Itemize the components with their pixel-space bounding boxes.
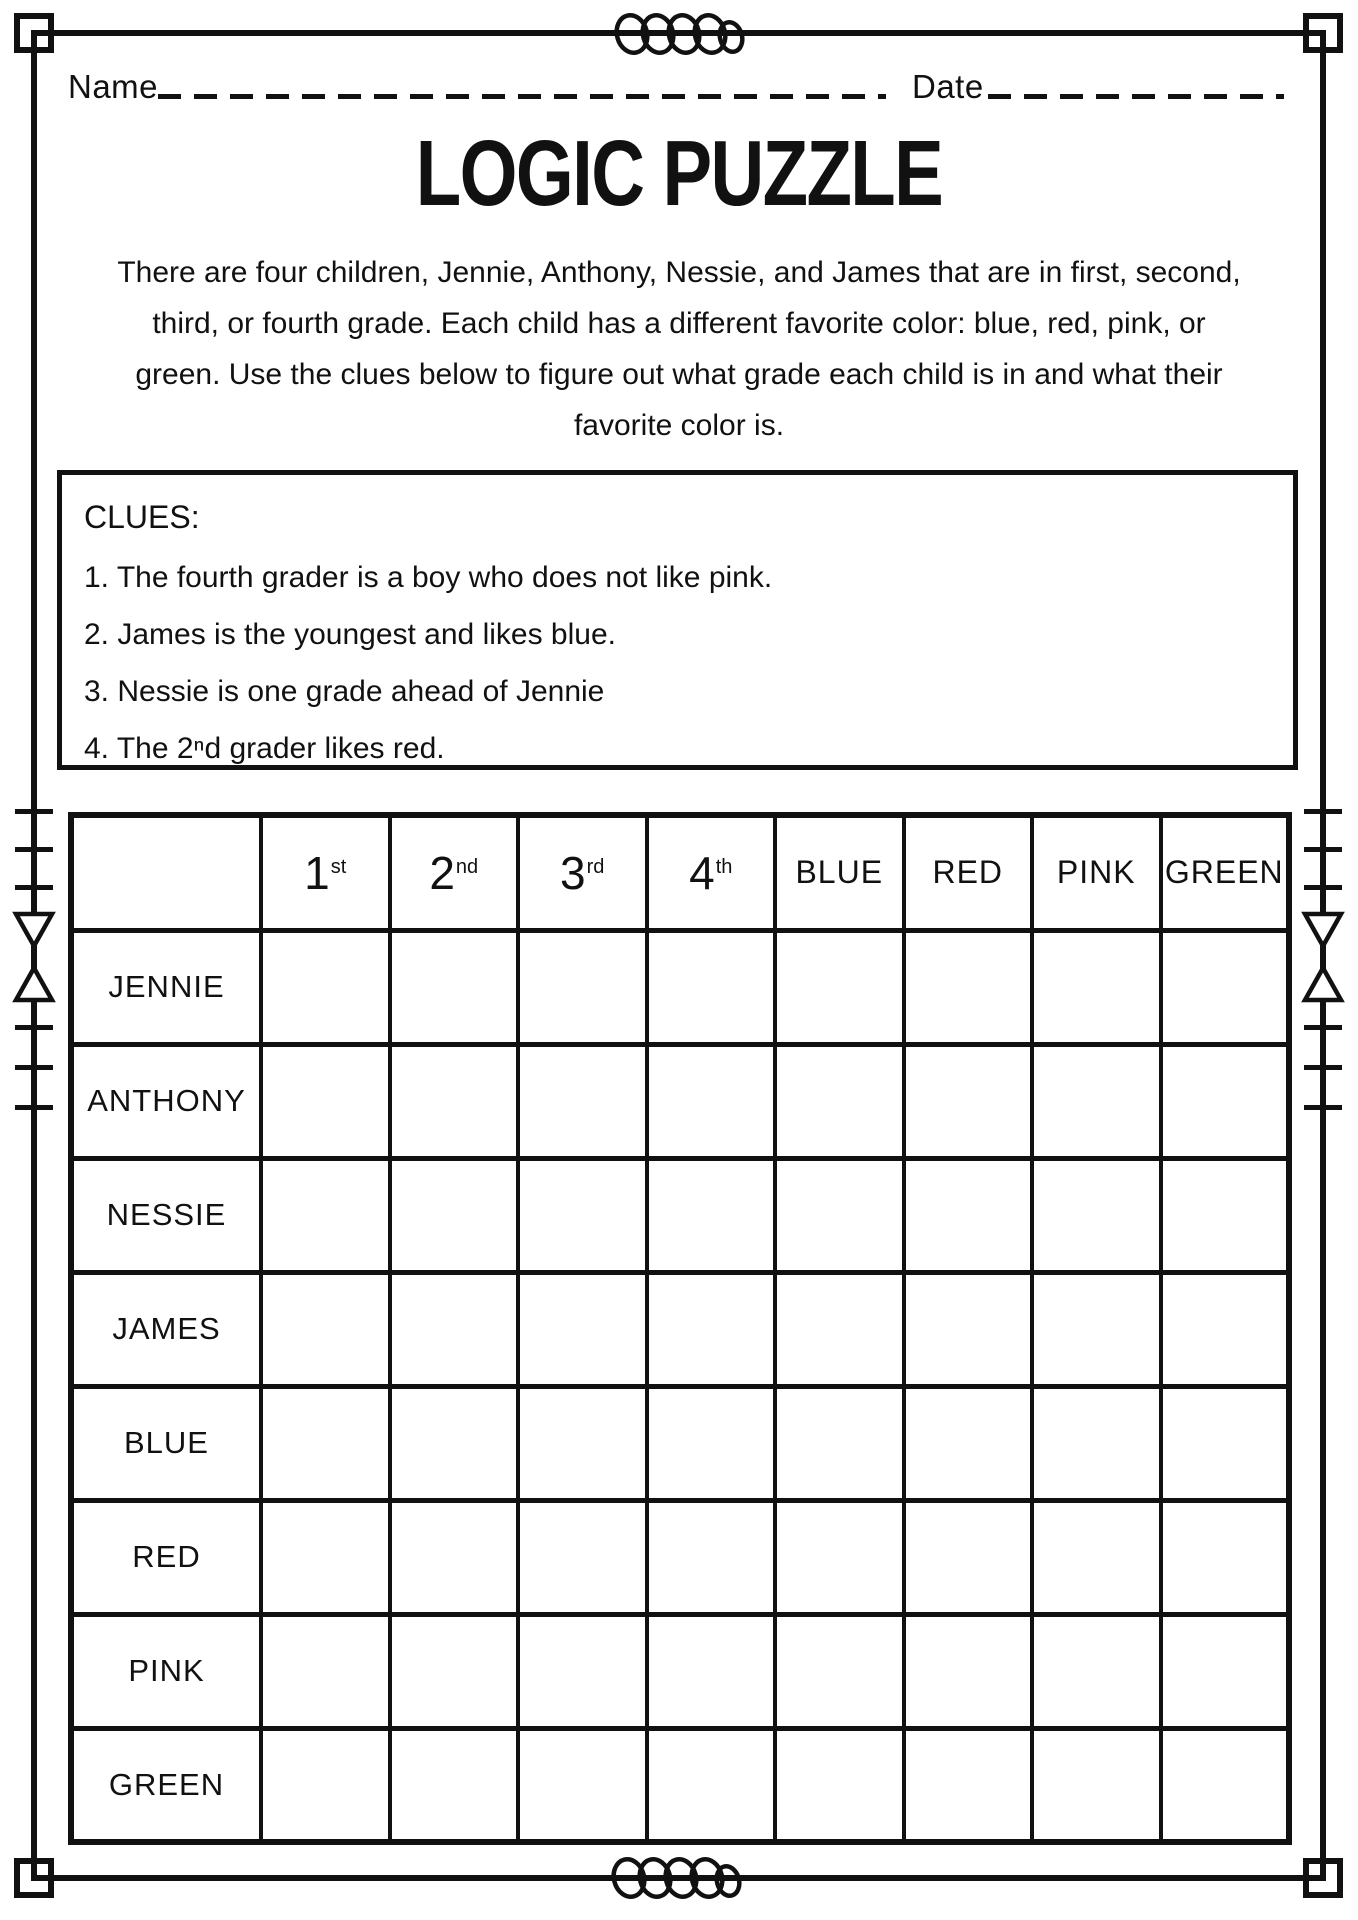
grid-cell[interactable]	[390, 1728, 519, 1842]
corner-square-icon	[14, 13, 54, 53]
grid-cell[interactable]	[904, 1272, 1033, 1386]
grid-cell[interactable]	[261, 930, 390, 1044]
grid-cell[interactable]	[904, 1158, 1033, 1272]
grid-cell[interactable]	[775, 1386, 904, 1500]
grid-cell[interactable]	[261, 1500, 390, 1614]
grid-cell[interactable]	[518, 1614, 647, 1728]
row-header: ANTHONY	[71, 1044, 261, 1158]
name-blank-line[interactable]	[158, 94, 886, 99]
row-header: PINK	[71, 1614, 261, 1728]
clues-list	[84, 549, 1273, 777]
row-header: JAMES	[71, 1272, 261, 1386]
row-header: GREEN	[71, 1728, 261, 1842]
grid-cell[interactable]	[518, 1044, 647, 1158]
grid-cell[interactable]	[1032, 1272, 1161, 1386]
column-header: RED	[904, 815, 1033, 930]
column-header: GREEN	[1161, 815, 1290, 930]
column-header: 2nd	[390, 815, 519, 930]
grid-cell[interactable]	[647, 930, 776, 1044]
grid-cell[interactable]	[261, 1158, 390, 1272]
grid-cell[interactable]	[518, 930, 647, 1044]
grid-cell[interactable]	[1161, 1158, 1290, 1272]
grid-cell[interactable]	[775, 1500, 904, 1614]
row-header: RED	[71, 1500, 261, 1614]
clue-item: 1. The fourth grader is a boy who does not like pink.	[84, 561, 773, 594]
page-title: LOGIC PUZZLE	[415, 121, 943, 225]
grid-cell[interactable]	[1032, 1044, 1161, 1158]
grid-cell[interactable]	[647, 1158, 776, 1272]
grid-cell[interactable]	[904, 1386, 1033, 1500]
column-header: 3rd	[518, 815, 647, 930]
grid-cell[interactable]	[647, 1728, 776, 1842]
grid-cell[interactable]	[775, 1044, 904, 1158]
coil-spiral-icon	[607, 1850, 747, 1906]
grid-cell[interactable]	[390, 930, 519, 1044]
grid-cell[interactable]	[1032, 1500, 1161, 1614]
grid-cell[interactable]	[647, 1500, 776, 1614]
grid-cell[interactable]	[775, 1614, 904, 1728]
grid-cell[interactable]	[261, 1386, 390, 1500]
intro-line: There are four children, Jennie, Anthony, Nessie, and James that are in first, second,	[117, 256, 1241, 289]
column-header: PINK	[1032, 815, 1161, 930]
grid-cell[interactable]	[390, 1614, 519, 1728]
grid-cell[interactable]	[518, 1500, 647, 1614]
grid-cell[interactable]	[261, 1044, 390, 1158]
column-header: 4th	[647, 815, 776, 930]
row-header: JENNIE	[71, 930, 261, 1044]
grid-cell[interactable]	[647, 1044, 776, 1158]
grid-cell[interactable]	[390, 1272, 519, 1386]
grid-cell[interactable]	[904, 930, 1033, 1044]
grid-cell[interactable]	[390, 1386, 519, 1500]
grid-cell[interactable]	[904, 1728, 1033, 1842]
grid-cell[interactable]	[518, 1272, 647, 1386]
grid-cell[interactable]	[1161, 1728, 1290, 1842]
date-blank-line[interactable]	[988, 94, 1284, 99]
grid-cell[interactable]	[775, 1158, 904, 1272]
grid-cell[interactable]	[1161, 1614, 1290, 1728]
grid-cell[interactable]	[775, 1272, 904, 1386]
ticks-triangles-icon	[12, 795, 56, 1125]
grid-cell[interactable]	[904, 1614, 1033, 1728]
grid-cell[interactable]	[261, 1728, 390, 1842]
grid-cell[interactable]	[261, 1614, 390, 1728]
logic-grid-table	[68, 812, 1292, 1845]
grid-cell[interactable]	[518, 1728, 647, 1842]
grid-cell[interactable]	[518, 1158, 647, 1272]
date-label: Date	[912, 68, 984, 105]
corner-cell	[71, 815, 261, 930]
corner-square-icon	[14, 1858, 54, 1898]
intro-line: favorite color is.	[573, 409, 785, 442]
grid-cell[interactable]	[647, 1386, 776, 1500]
grid-cell[interactable]	[904, 1044, 1033, 1158]
grid-cell[interactable]	[1032, 1386, 1161, 1500]
grid-cell[interactable]	[390, 1158, 519, 1272]
column-header: 1st	[261, 815, 390, 930]
grid-cell[interactable]	[775, 930, 904, 1044]
intro-line: third, or fourth grade. Each child has a different favorite color: blue, red, pink, or	[152, 307, 1206, 340]
grid-cell[interactable]	[1032, 1728, 1161, 1842]
grid-cell[interactable]	[1161, 1386, 1290, 1500]
corner-square-icon	[1303, 13, 1343, 53]
grid-cell[interactable]	[261, 1272, 390, 1386]
grid-cell[interactable]	[390, 1500, 519, 1614]
grid-cell[interactable]	[647, 1614, 776, 1728]
grid-cell[interactable]	[1161, 1272, 1290, 1386]
grid-cell[interactable]	[1032, 1158, 1161, 1272]
coil-spiral-icon	[610, 6, 750, 62]
grid-cell[interactable]	[775, 1728, 904, 1842]
clue-item: 4. The 2ⁿd grader likes red.	[84, 732, 445, 765]
clues-heading: CLUES:	[84, 499, 200, 535]
grid-cell[interactable]	[1032, 930, 1161, 1044]
grid-cell[interactable]	[1032, 1614, 1161, 1728]
clue-item: 3. Nessie is one grade ahead of Jennie	[84, 675, 605, 708]
row-header: NESSIE	[71, 1158, 261, 1272]
intro-paragraph	[57, 247, 1301, 451]
name-label: Name	[68, 68, 159, 105]
intro-line: green. Use the clues below to figure out what grade each child is in and what their	[135, 358, 1223, 391]
grid-cell[interactable]	[1161, 1044, 1290, 1158]
column-header: BLUE	[775, 815, 904, 930]
grid-cell[interactable]	[1161, 1500, 1290, 1614]
grid-cell[interactable]	[647, 1272, 776, 1386]
row-header: BLUE	[71, 1386, 261, 1500]
corner-square-icon	[1303, 1858, 1343, 1898]
grid-cell[interactable]	[1161, 930, 1290, 1044]
grid-cell[interactable]	[390, 1044, 519, 1158]
grid-cell[interactable]	[518, 1386, 647, 1500]
ticks-triangles-icon	[1301, 795, 1345, 1125]
grid-cell[interactable]	[904, 1500, 1033, 1614]
clue-item: 2. James is the youngest and likes blue.	[84, 618, 616, 651]
clues-box	[57, 470, 1298, 770]
